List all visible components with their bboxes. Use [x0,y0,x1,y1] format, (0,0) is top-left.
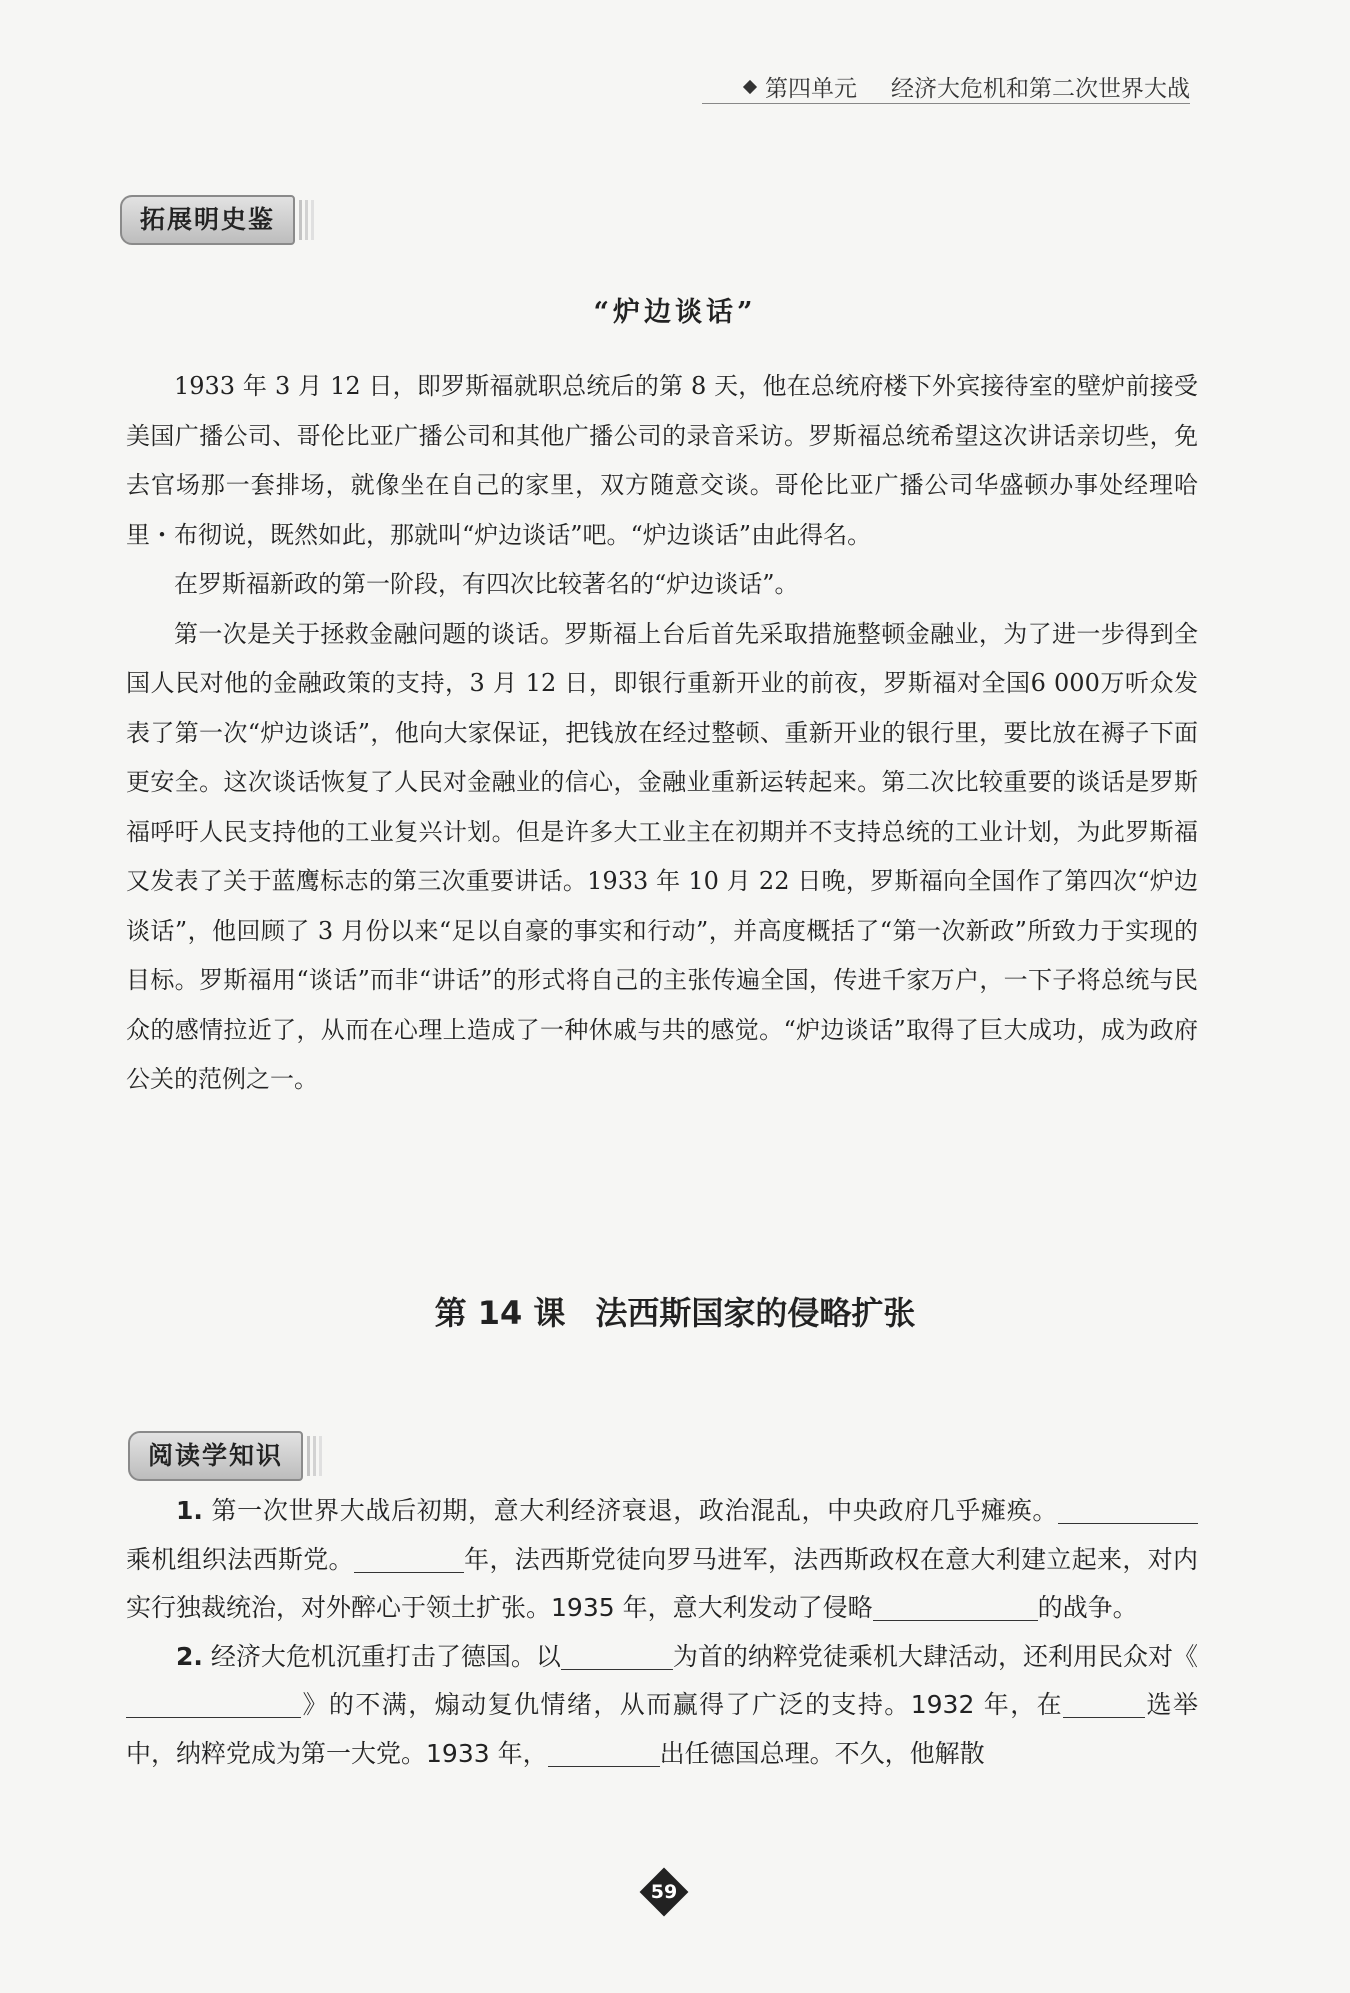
story-paragraph: 在罗斯福新政的第一阶段，有四次比较著名的“炉边谈话”。 [174,570,799,598]
story-title: “炉边谈话” [593,297,757,328]
question-number: 1. [176,1496,203,1525]
badge-stripes [299,200,314,240]
page-number [640,1868,688,1916]
fill-blank[interactable] [354,1544,464,1573]
running-header [745,70,1190,103]
question-2 [126,1633,1198,1779]
badge-stripes [307,1436,322,1476]
story-paragraph: 第一次是关于拯救金融问题的谈话。罗斯福上台后首先采取措施整顿金融业，为了进一步得到全国人民对他的金融政策的支持，3 月 12 日，即银行重新开业的前夜，罗斯福对全国6 000万听众发表了第一次“炉边谈话”，他向大家保证，把钱放在经过整顿、重新开业的银行里，要比放在褥子下面更安全。这次谈话恢复了人民对金融业的信心，金融业重新运转起来。第二次比较重要的谈话是罗斯福呼吁人民支持他的工业复兴计划。但是许多大工业主在初期并不支持总统的工业计划，为此罗斯福又发表了关于蓝鹰标志的第三次重要讲话。1933 年 10 月 22 日晚，罗斯福向全国作了第四次“炉边谈话”，他回顾了 3 月份以来“足以自豪的事实和行动”，并高度概括了“第一次新政”所致力于实现的目标。罗斯福用“谈话”而非“讲话”的形式将自己的主张传遍全国，传进千家万户，一下子将总统与民众的感情拉近了，从而在心理上造成了一种休戚与共的感觉。“炉边谈话”取得了巨大成功，成为政府公关的范例之一。 [126,619,1198,1093]
header-rule [702,103,1190,104]
story-body [126,362,1198,1105]
lesson-number: 第 14 课 [434,1294,566,1332]
question-text: 的战争。 [1037,1593,1138,1623]
page-number-label: 59 [650,1881,678,1903]
lesson-heading [0,1288,1350,1334]
question-text: 乘机组织法西斯党。 [126,1544,354,1574]
section-badge-extend [120,196,314,244]
question-number: 2. [176,1641,203,1671]
fill-blank[interactable] [1058,1496,1198,1525]
fill-blank[interactable] [561,1641,673,1670]
story-paragraph: 1933 年 3 月 12 日，即罗斯福就职总统后的第 8 天，他在总统府楼下外宾接待室的壁炉前接受美国广播公司、哥伦比亚广播公司和其他广播公司的录音采访。罗斯福总统希望这次讲话亲切些，免去官场那一套排场，就像坐在自己的家里，双方随意交谈。哥伦比亚广播公司华盛顿办事处经理哈里・布彻说，既然如此，那就叫“炉边谈话”吧。“炉边谈话”由此得名。 [126,372,1198,549]
question-text: 选举中，纳粹党成为第一大党。1933 年， [126,1690,1198,1768]
lesson-title: 法西斯国家的侵略扩张 [595,1294,916,1332]
header-title: 经济大危机和第二次世界大战 [891,76,1190,102]
diamond-icon [743,79,757,93]
header-unit: 第四单元 [765,76,857,102]
fill-blank[interactable] [126,1690,301,1719]
question-text: 年，法西斯党徒向罗马进军，法西斯政权在意大利建立起来，对内实行独裁统治，对外醉心于领土扩张。1935 年，意大利发动了侵略 [126,1544,1198,1623]
section-badge-label: 拓展明史鉴 [120,195,295,245]
fill-blank[interactable] [1063,1690,1145,1719]
question-text: 》的不满，煽动复仇情绪，从而赢得了广泛的支持。1932 年，在 [301,1690,1064,1720]
section-badge-label: 阅读学知识 [128,1431,303,1481]
question-text: 出任德国总理。不久，他解散 [659,1738,985,1768]
questions [126,1487,1198,1779]
section-badge-read [128,1432,322,1480]
fill-blank[interactable] [548,1738,660,1767]
question-text: 为首的纳粹党徒乘机大肆活动，还利用民众对《 [672,1641,1198,1671]
fill-blank[interactable] [873,1593,1038,1622]
question-text: 第一次世界大战后初期，意大利经济衰退，政治混乱，中央政府几乎瘫痪。 [211,1496,1058,1525]
question-text: 经济大危机沉重打击了德国。以 [210,1641,561,1671]
question-1 [126,1487,1198,1633]
